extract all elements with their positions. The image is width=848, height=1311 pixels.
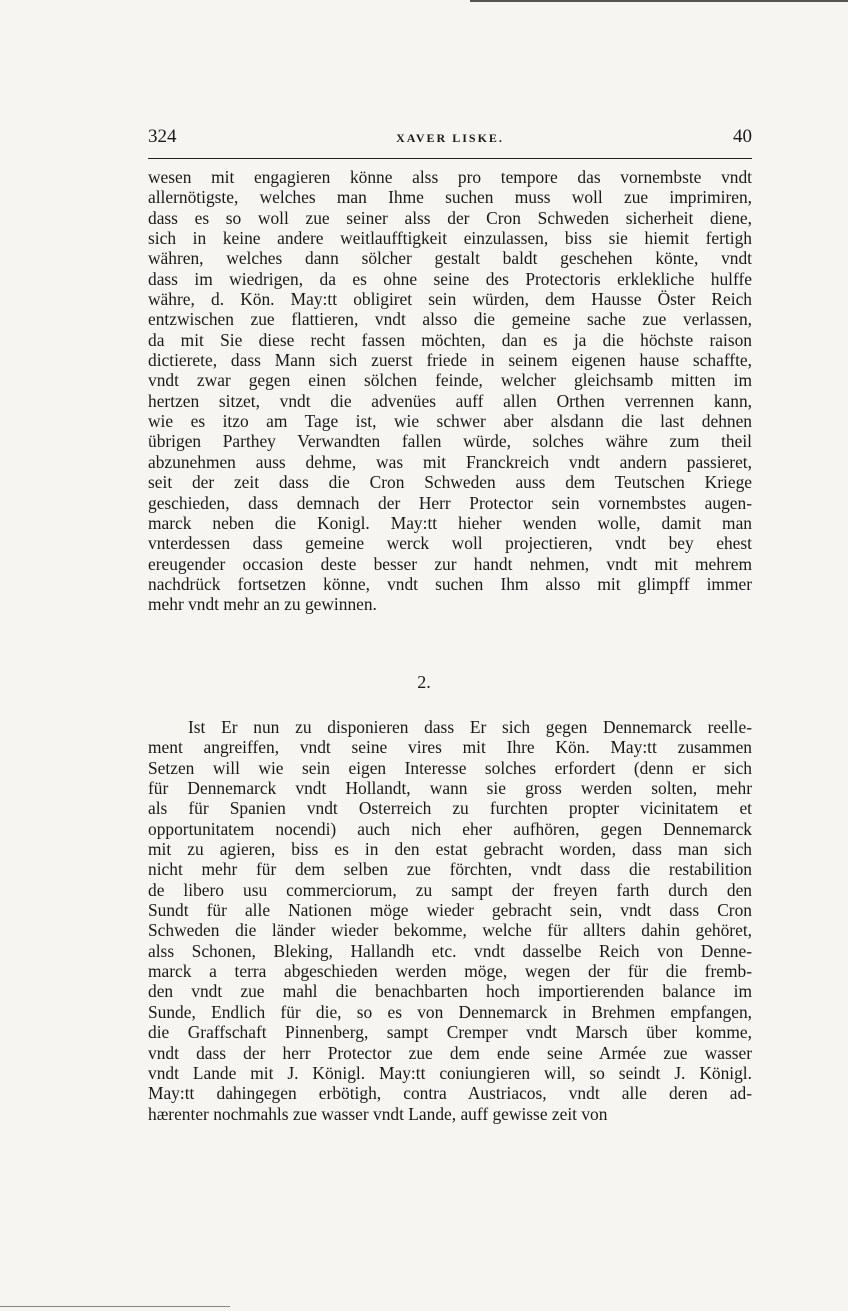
bottom-edge-line xyxy=(0,1306,230,1307)
text-line: allernötigste, welches man Ihme suchen muss woll zue imprimiren, xyxy=(148,187,752,208)
page-header xyxy=(148,126,752,156)
text-line: sich in keine andere weitlaufftigkeit einzulassen, biss sie hiemit fertigh xyxy=(148,228,752,249)
page-number-left: 324 xyxy=(148,126,177,147)
text-line: opportunitatem nocendi) auch nich eher aufhören, gegen Dennemarck xyxy=(148,818,752,839)
text-line: wesen mit engagieren könne alss pro tempore das vornembste vndt xyxy=(148,167,752,187)
text-line: ereugender occasion deste besser zur handt nehmen, vndt mit mehrem xyxy=(148,553,752,574)
text-line: da mit Sie diese recht fassen möchten, dan es ja die höchste raison xyxy=(148,329,752,350)
text-line: hærenter nochmahls zue wasser vndt Lande, auff gewisse zeit von xyxy=(148,1103,608,1124)
text-line: ment angreiffen, vndt seine vires mit Ihre Kön. May:tt zusammen xyxy=(148,737,752,758)
text-line: dass im wiedrigen, da es ohne seine des Protectoris erklekliche hulffe xyxy=(148,268,752,289)
text-line: Sundt für alle Nationen möge wieder gebracht sein, vndt dass Cron xyxy=(148,900,752,921)
text-line: dictierete, dass Mann sich zuerst friede in seinem eigenen hause schaffte, xyxy=(148,350,752,371)
text-line: mit zu agieren, biss es in den estat gebracht worden, dass man sich xyxy=(148,839,752,860)
text-line: nicht mehr für dem selben zue förchten, vndt dass die restabilition xyxy=(148,859,752,880)
text-line: Schweden die länder wieder bekomme, welche für allters dahin gehöret, xyxy=(148,920,752,941)
text-line: Setzen will wie sein eigen Interesse solches erfordert (denn er sich xyxy=(148,757,752,778)
section-number: 2. xyxy=(417,672,431,692)
text-line: für Dennemarck vndt Hollandt, wann sie gross werden solten, mehr xyxy=(148,778,752,799)
text-line: vnterdessen dass gemeine werck woll projectieren, vndt bey ehest xyxy=(148,533,752,554)
text-line: marck neben die Konigl. May:tt hieher wenden wolle, damit man xyxy=(148,512,752,533)
text-line: vndt dass der herr Protector zue dem ende seine Armée zue wasser xyxy=(148,1042,752,1063)
header-rule xyxy=(148,158,752,159)
text-line: May:tt dahingegen erbötigh, contra Austriacos, vndt alle deren ad- xyxy=(148,1083,752,1104)
text-line: vndt zwar gegen einen sölchen feinde, welcher gleichsamb mitten im xyxy=(148,370,752,391)
text-line: übrigen Parthey Verwandten fallen würde, solches währe zum theil xyxy=(148,431,752,452)
text-line: vndt Lande mit J. Königl. May:tt coniungieren will, so seindt J. Königl. xyxy=(148,1062,752,1083)
text-line: Sunde, Endlich für die, so es von Dennemarck in Brehmen empfangen, xyxy=(148,1001,752,1022)
text-line: währe, d. Kön. May:tt obligiret sein würden, dem Hausse Öster Reich xyxy=(148,289,752,310)
text-line: den vndt zue mahl die benachbarten hoch importierenden balance im xyxy=(148,981,752,1002)
text-line: wie es itzo am Tage ist, wie schwer aber alsdann die last dehnen xyxy=(148,411,752,432)
text-line: geschieden, dass demnach der Herr Protector sein vornembstes augen- xyxy=(148,492,752,513)
text-line: de libero usu commerciorum, zu sampt der freyen farth durch den xyxy=(148,879,752,900)
text-line: Ist Er nun zu disponieren dass Er sich gegen Dennemarck reelle- xyxy=(188,717,752,737)
text-line: alss Schonen, Bleking, Hallandh etc. vndt dasselbe Reich von Denne- xyxy=(148,940,752,961)
text-line: als für Spanien vndt Osterreich zu furchten propter vicinitatem et xyxy=(148,798,752,819)
page-number-right: 40 xyxy=(733,126,752,147)
paragraph-2 xyxy=(148,717,752,1124)
text-line: abzunehmen auss dehme, was mit Franckreich vndt andern passieret, xyxy=(148,451,752,472)
text-line: dass es so woll zue seiner alss der Cron Schweden sicherheit diene, xyxy=(148,207,752,228)
running-head: XAVER LISKE. xyxy=(396,131,504,145)
text-line: marck a terra abgeschieden werden möge, wegen der für die fremb- xyxy=(148,961,752,982)
text-line: nachdrück fortsetzen könne, vndt suchen Ihm alsso mit glimpff immer xyxy=(148,573,752,594)
text-line: die Graffschaft Pinnenberg, sampt Cremper vndt Marsch über komme, xyxy=(148,1022,752,1043)
text-line: seit der zeit dass die Cron Schweden auss dem Teutschen Kriege xyxy=(148,472,752,493)
top-edge-line xyxy=(470,0,848,2)
text-line: entzwischen zue flattieren, vndt alsso die gemeine sache zue verlassen, xyxy=(148,309,752,330)
text-line: mehr vndt mehr an zu gewinnen. xyxy=(148,594,377,615)
paragraph-1 xyxy=(148,167,752,615)
text-line: hertzen sitzet, vndt die advenües auff allen Orthen verrennen kann, xyxy=(148,390,752,411)
text-line: währen, welches dann sölcher gestalt baldt geschehen könte, vndt xyxy=(148,248,752,269)
